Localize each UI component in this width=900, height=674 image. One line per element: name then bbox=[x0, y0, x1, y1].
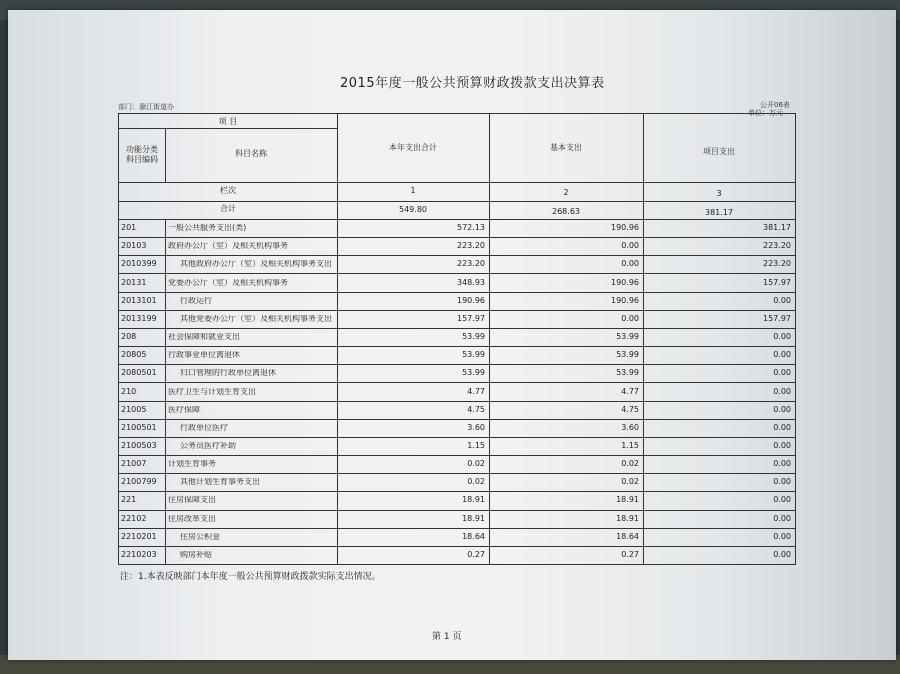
grid-line bbox=[119, 219, 795, 220]
header-total: 本年支出合计 bbox=[389, 143, 437, 152]
row-total: 3.60 bbox=[467, 422, 485, 432]
grid-line bbox=[119, 437, 795, 438]
row-total: 190.96 bbox=[457, 295, 485, 305]
row-code: 20805 bbox=[121, 350, 147, 360]
row-project: 223.20 bbox=[763, 241, 791, 251]
row-basic: 18.64 bbox=[616, 531, 639, 541]
row-name: 一般公共服务支出(类) bbox=[168, 224, 247, 233]
page-number: 第 1 页 bbox=[432, 632, 462, 642]
row-basic: 53.99 bbox=[616, 368, 639, 378]
row-basic: 190.96 bbox=[611, 223, 639, 233]
row-name: 公务员医疗补助 bbox=[180, 441, 236, 450]
row-name: 住房保障支出 bbox=[168, 496, 216, 505]
grid-line bbox=[119, 382, 795, 383]
grid-line bbox=[119, 292, 795, 293]
row-code: 208 bbox=[121, 332, 137, 342]
grid-line bbox=[119, 237, 795, 238]
row-basic: 3.60 bbox=[621, 422, 639, 432]
row-total: 223.20 bbox=[457, 241, 485, 251]
page-title: 2015年度一般公共预算财政拨款支出决算表 bbox=[340, 76, 605, 91]
row-code: 2013199 bbox=[121, 313, 157, 323]
row-code: 21007 bbox=[121, 459, 147, 469]
row-total: 53.99 bbox=[462, 368, 485, 378]
row-name: 政府办公厅（室）及相关机构事务 bbox=[168, 242, 288, 251]
grid-line bbox=[119, 364, 795, 365]
row-basic: 190.96 bbox=[611, 277, 639, 287]
sum-total: 549.80 bbox=[399, 205, 427, 214]
grid-line bbox=[165, 219, 166, 564]
unit-label: 单位：万元 bbox=[748, 109, 783, 117]
row-total: 223.20 bbox=[457, 259, 485, 269]
row-project: 0.00 bbox=[773, 295, 791, 305]
row-total: 4.75 bbox=[467, 404, 485, 414]
row-code: 2210203 bbox=[121, 549, 157, 559]
grid-line bbox=[119, 255, 795, 256]
row-index-1: 1 bbox=[410, 186, 416, 195]
row-basic: 0.27 bbox=[621, 549, 639, 559]
row-name: 计划生育事务 bbox=[168, 460, 216, 469]
row-name: 党委办公厅（室）及相关机构事务 bbox=[168, 278, 288, 287]
row-code: 201 bbox=[121, 223, 137, 233]
row-basic: 4.77 bbox=[621, 386, 639, 396]
grid-line bbox=[165, 128, 166, 182]
row-basic: 4.75 bbox=[621, 404, 639, 414]
row-project: 0.00 bbox=[773, 513, 791, 523]
row-name: 其他政府办公厅（室）及相关机构事务支出 bbox=[180, 260, 332, 269]
row-code: 221 bbox=[121, 495, 137, 505]
grid-line bbox=[119, 510, 795, 511]
row-basic: 0.00 bbox=[621, 241, 639, 251]
row-name: 社会保障和就业支出 bbox=[168, 333, 240, 342]
row-basic: 190.96 bbox=[611, 295, 639, 305]
row-project: 0.00 bbox=[773, 386, 791, 396]
row-total: 18.91 bbox=[462, 495, 485, 505]
row-basic: 18.91 bbox=[616, 495, 639, 505]
header-basic: 基本支出 bbox=[550, 143, 582, 152]
row-code: 21005 bbox=[121, 404, 147, 414]
grid-line bbox=[119, 491, 795, 492]
row-project: 157.97 bbox=[763, 277, 791, 287]
header-code: 功能分类 科目编码 bbox=[126, 145, 158, 165]
row-code: 2080501 bbox=[121, 368, 157, 378]
row-name: 住房改革支出 bbox=[168, 514, 216, 523]
expenditure-table bbox=[118, 113, 796, 565]
row-name: 行政事业单位离退休 bbox=[168, 351, 240, 360]
row-basic: 53.99 bbox=[616, 332, 639, 342]
row-total: 0.27 bbox=[467, 549, 485, 559]
row-basic: 0.02 bbox=[621, 477, 639, 487]
row-code: 2100501 bbox=[121, 422, 157, 432]
grid-line bbox=[119, 182, 795, 183]
department-label: 部门：滁江街道办 bbox=[118, 103, 174, 111]
row-total: 0.02 bbox=[467, 477, 485, 487]
row-code: 210 bbox=[121, 386, 137, 396]
row-code: 2013101 bbox=[121, 295, 157, 305]
sum-label: 合计 bbox=[220, 204, 236, 213]
row-code: 22102 bbox=[121, 513, 147, 523]
row-project: 0.00 bbox=[773, 477, 791, 487]
row-code: 2100799 bbox=[121, 477, 157, 487]
row-code: 20103 bbox=[121, 241, 147, 251]
row-project: 0.00 bbox=[773, 440, 791, 450]
grid-line bbox=[119, 128, 337, 129]
row-name: 医疗卫生与计划生育支出 bbox=[168, 387, 256, 396]
grid-line bbox=[119, 546, 795, 547]
grid-line bbox=[119, 455, 795, 456]
row-index-3: 3 bbox=[716, 189, 722, 198]
row-basic: 53.99 bbox=[616, 350, 639, 360]
row-index-2: 2 bbox=[563, 188, 569, 197]
row-total: 348.93 bbox=[457, 277, 485, 287]
row-code: 2010399 bbox=[121, 259, 157, 269]
header-name: 科目名称 bbox=[235, 149, 267, 158]
row-project: 0.00 bbox=[773, 368, 791, 378]
row-project: 157.97 bbox=[763, 313, 791, 323]
grid-line bbox=[119, 201, 795, 202]
row-project: 0.00 bbox=[773, 404, 791, 414]
row-code: 2100503 bbox=[121, 440, 157, 450]
footnote: 注：1.本表反映部门本年度一般公共预算财政拨款实际支出情况。 bbox=[120, 572, 381, 582]
row-total: 18.91 bbox=[462, 513, 485, 523]
row-project: 0.00 bbox=[773, 549, 791, 559]
row-project: 0.00 bbox=[773, 422, 791, 432]
row-project: 0.00 bbox=[773, 332, 791, 342]
row-name: 购房补贴 bbox=[180, 550, 212, 559]
row-name: 其他党委办公厅（室）及相关机构事务支出 bbox=[180, 314, 332, 323]
row-name: 住房公积金 bbox=[180, 532, 220, 541]
row-project: 381.17 bbox=[763, 223, 791, 233]
row-total: 18.64 bbox=[462, 531, 485, 541]
sum-basic: 268.63 bbox=[552, 207, 580, 216]
row-total: 53.99 bbox=[462, 350, 485, 360]
row-project: 0.00 bbox=[773, 531, 791, 541]
grid-line bbox=[119, 346, 795, 347]
row-name: 行政单位医疗 bbox=[180, 423, 228, 432]
row-total: 53.99 bbox=[462, 332, 485, 342]
row-name: 行政运行 bbox=[180, 296, 212, 305]
grid-line bbox=[119, 473, 795, 474]
grid-line bbox=[119, 328, 795, 329]
row-index-label: 栏次 bbox=[220, 186, 236, 195]
row-total: 0.02 bbox=[467, 459, 485, 469]
row-total: 1.15 bbox=[467, 440, 485, 450]
row-project: 0.00 bbox=[773, 459, 791, 469]
header-project: 项目支出 bbox=[703, 147, 735, 156]
grid-line bbox=[119, 273, 795, 274]
row-total: 572.13 bbox=[457, 223, 485, 233]
grid-line bbox=[119, 528, 795, 529]
row-basic: 0.02 bbox=[621, 459, 639, 469]
row-basic: 1.15 bbox=[621, 440, 639, 450]
row-name: 归口管理的行政单位离退休 bbox=[180, 369, 276, 378]
row-code: 2210201 bbox=[121, 531, 157, 541]
row-project: 223.20 bbox=[763, 259, 791, 269]
row-basic: 18.91 bbox=[616, 513, 639, 523]
row-total: 4.77 bbox=[467, 386, 485, 396]
form-code: 公开06表 bbox=[760, 101, 790, 109]
header-item-group: 项 目 bbox=[218, 117, 238, 126]
row-project: 0.00 bbox=[773, 350, 791, 360]
sum-project: 381.17 bbox=[705, 208, 733, 217]
grid-line bbox=[119, 401, 795, 402]
grid-line bbox=[119, 419, 795, 420]
row-basic: 0.00 bbox=[621, 313, 639, 323]
row-name: 医疗保障 bbox=[168, 405, 200, 414]
row-name: 其他计划生育事务支出 bbox=[180, 478, 260, 487]
row-basic: 0.00 bbox=[621, 259, 639, 269]
row-total: 157.97 bbox=[457, 313, 485, 323]
row-code: 20131 bbox=[121, 277, 147, 287]
grid-line bbox=[119, 310, 795, 311]
row-project: 0.00 bbox=[773, 495, 791, 505]
